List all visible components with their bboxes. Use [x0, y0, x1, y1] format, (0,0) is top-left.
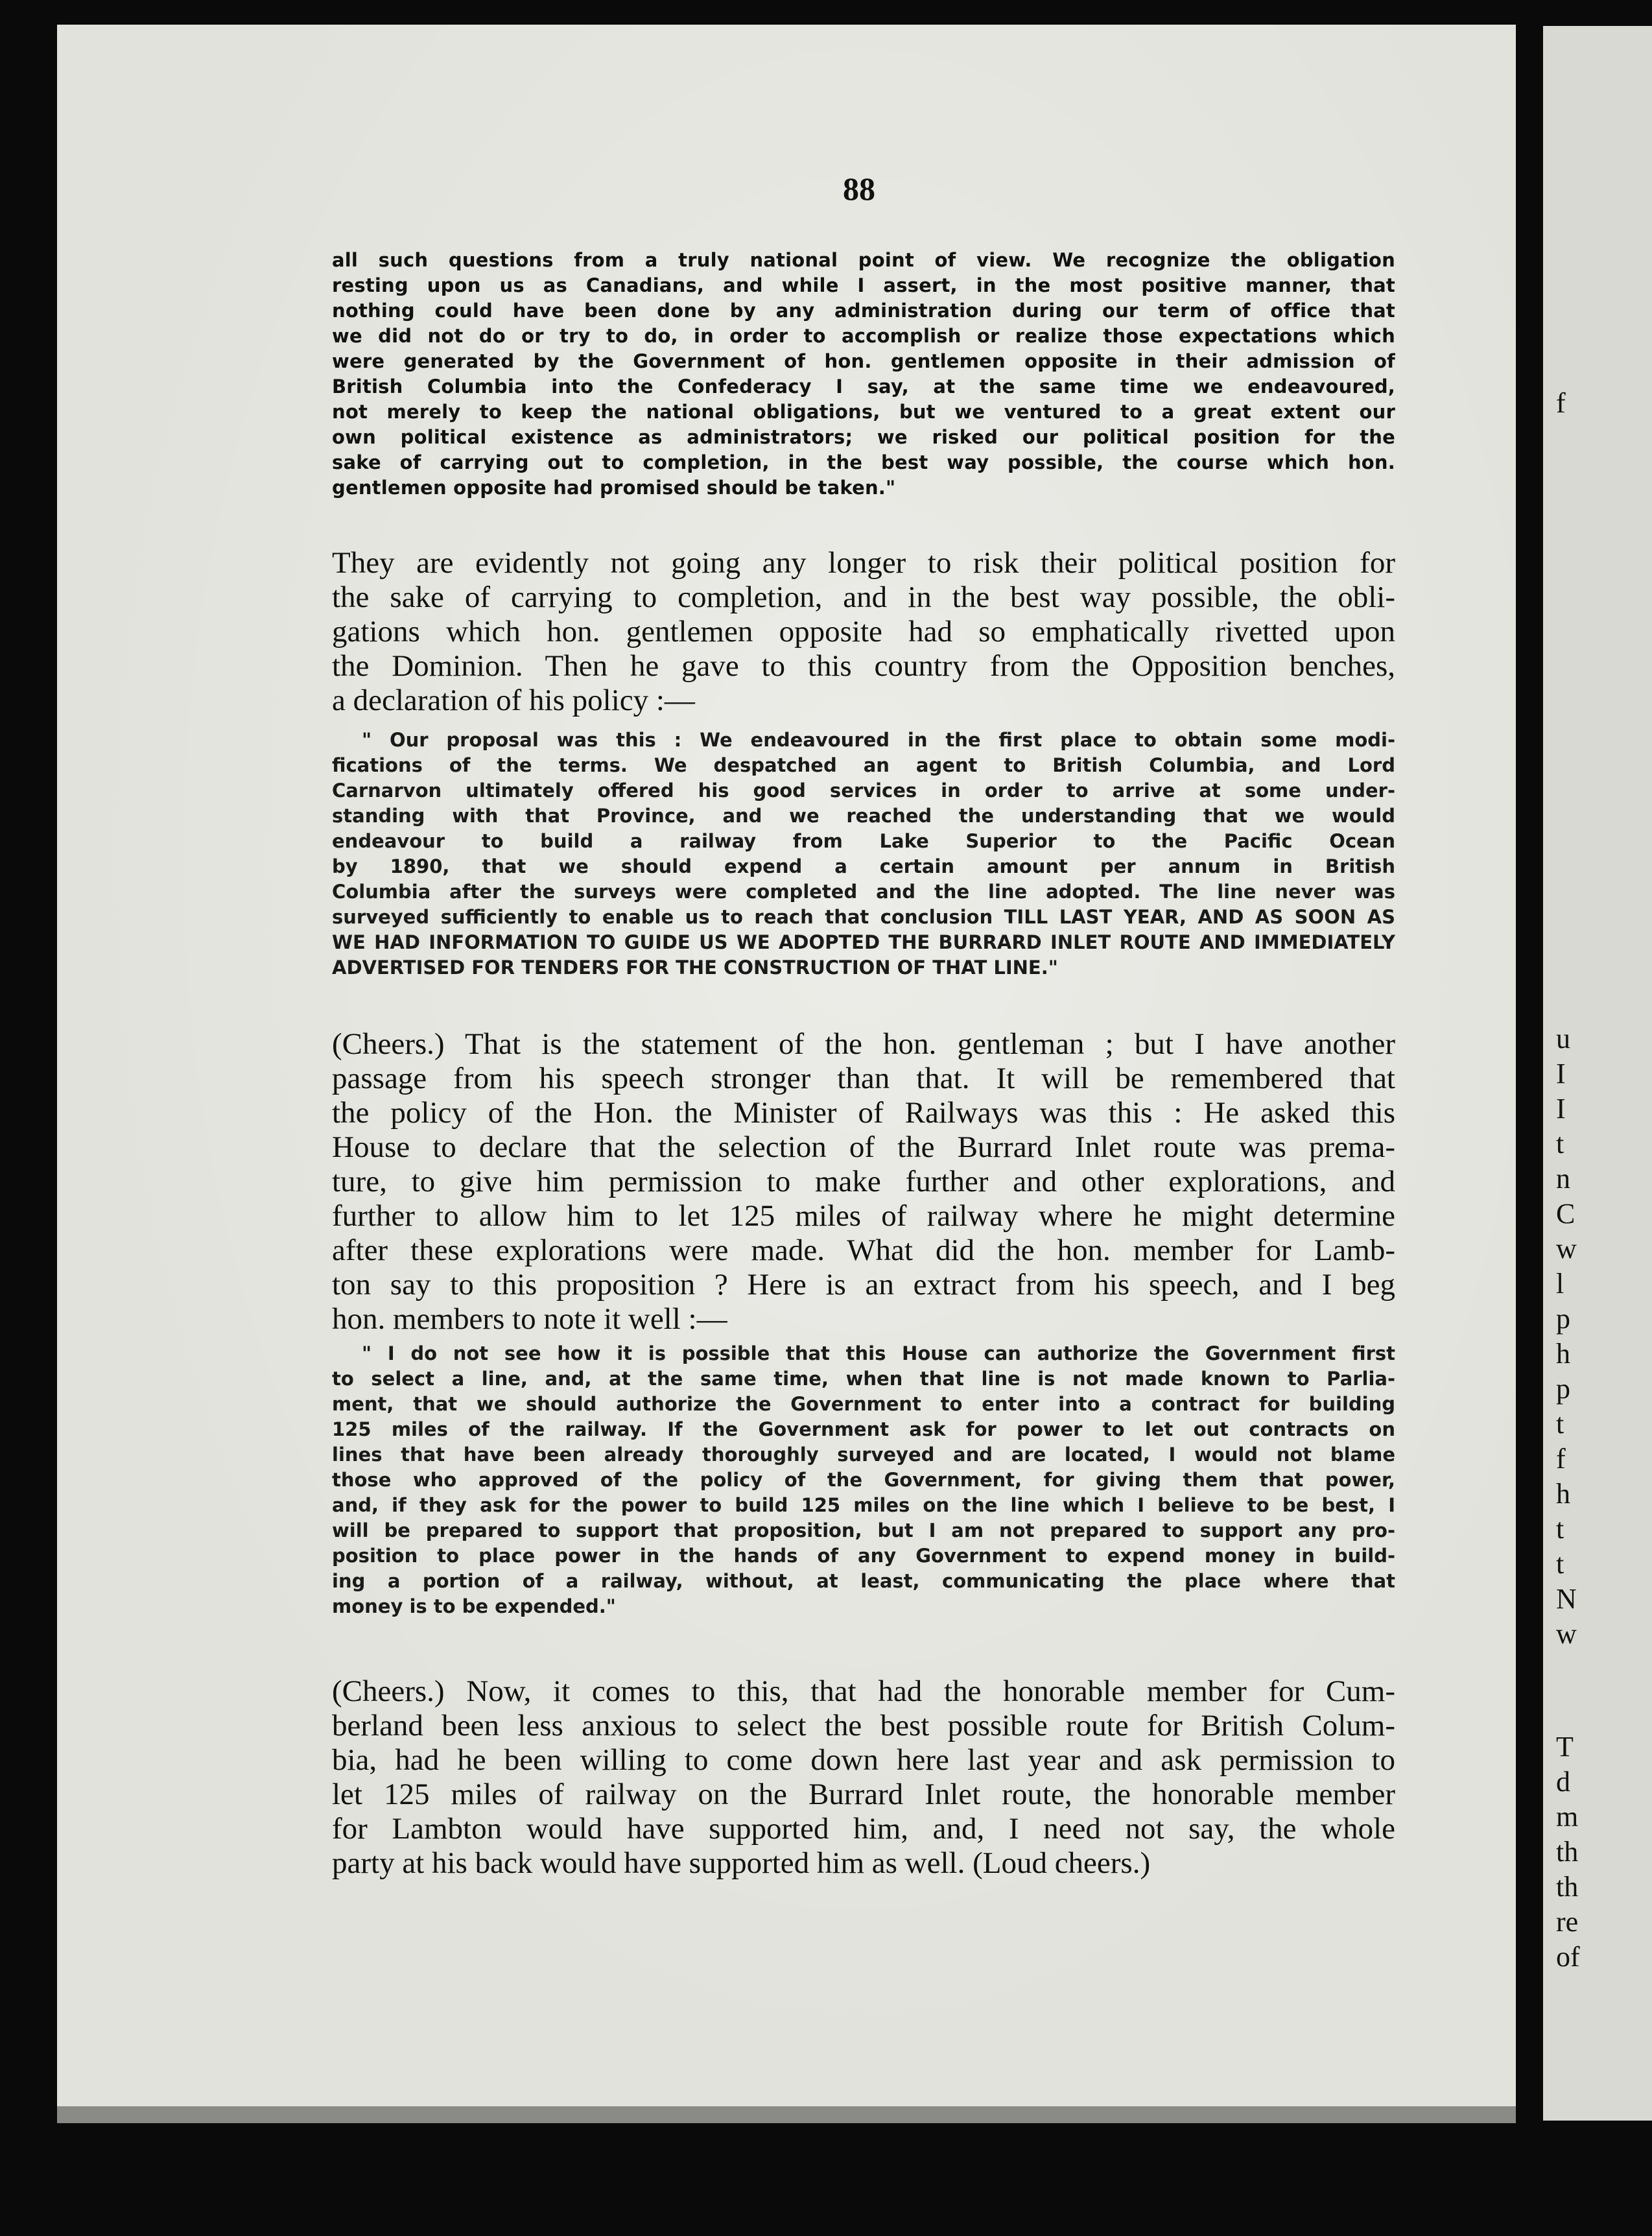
- quote-block-3: [332, 1341, 1395, 1619]
- quote-line: by 1890, that we should expend a certain amount per annum in British: [332, 855, 1395, 877]
- quote-line: ing a portion of a railway, without, at least, communicating the place where that: [332, 1570, 1395, 1592]
- paragraph-line: gations which hon. gentlemen opposite had so emphatically rivetted upon: [332, 615, 1395, 648]
- facing-glyph: w: [1556, 1233, 1577, 1265]
- quote-line: we did not do or try to do, in order to accomplish or realize those expectations which: [332, 325, 1395, 347]
- quote-line: ADVERTISED FOR TENDERS FOR THE CONSTRUCTION OF THAT LINE.": [332, 957, 1058, 979]
- paragraph-line: They are evidently not going any longer to risk their political position for: [332, 546, 1395, 580]
- paragraph-line: ture, to give him permission to make further and other explorations, and: [332, 1165, 1395, 1198]
- facing-glyph: t: [1556, 1548, 1564, 1580]
- facing-glyph: l: [1556, 1268, 1564, 1300]
- quote-line: own political existence as administrators; we risked our political position for the: [332, 426, 1395, 448]
- facing-glyph: I: [1556, 1093, 1566, 1124]
- paragraph-line: further to allow him to let 125 miles of railway where he might determine: [332, 1199, 1395, 1233]
- paragraph-1: [332, 546, 1395, 718]
- quote-line: nothing could have been done by any administration during our term of office that: [332, 300, 1395, 322]
- quote-line: ment, that we should authorize the Government to enter into a contract for building: [332, 1393, 1395, 1415]
- paragraph-line: bia, had he been willing to come down here last year and ask permission to: [332, 1743, 1395, 1777]
- quote-line: all such questions from a truly national point of view. We recognize the obligation: [332, 249, 1395, 271]
- facing-glyph: I: [1556, 1058, 1566, 1089]
- facing-glyph: p: [1556, 1373, 1570, 1405]
- paragraph-line: party at his back would have supported him as well. (Loud cheers.): [332, 1846, 1151, 1880]
- paragraph-line: hon. members to note it well :—: [332, 1302, 727, 1336]
- facing-glyph: t: [1556, 1408, 1564, 1440]
- quote-line: were generated by the Government of hon. gentlemen opposite in their admission of: [332, 350, 1395, 372]
- quote-line: sake of carrying out to completion, in the best way possible, the course which hon.: [332, 451, 1395, 473]
- facing-glyph: t: [1556, 1513, 1564, 1545]
- facing-glyph: h: [1556, 1478, 1570, 1510]
- facing-glyph: T: [1556, 1731, 1574, 1763]
- quote-line: lines that have been already thoroughly surveyed and are located, I would not blame: [332, 1444, 1395, 1466]
- paragraph-line: a declaration of his policy :—: [332, 684, 695, 717]
- quote-line: resting upon us as Canadians, and while I assert, in the most positive manner, that: [332, 274, 1395, 296]
- facing-glyph: f: [1556, 387, 1566, 419]
- facing-page-fragment: [1543, 26, 1652, 2121]
- paragraph-line: ton say to this proposition ? Here is an extract from his speech, and I beg: [332, 1268, 1395, 1302]
- quote-line: Columbia after the surveys were completed and the line adopted. The line never was: [332, 881, 1395, 903]
- facing-glyph: th: [1556, 1871, 1579, 1903]
- quote-line: " I do not see how it is possible that this House can authorize the Government first: [362, 1342, 1395, 1364]
- facing-glyph: re: [1556, 1906, 1579, 1938]
- quote-line: endeavour to build a railway from Lake Superior to the Pacific Ocean: [332, 830, 1395, 852]
- quote-block-1: [332, 248, 1395, 501]
- quote-line: WE HAD INFORMATION TO GUIDE US WE ADOPTED THE BURRARD INLET ROUTE AND IMMEDIATELY: [332, 931, 1395, 953]
- facing-glyph: N: [1556, 1583, 1577, 1615]
- quote-line: will be prepared to support that proposition, but I am not prepared to support any pro-: [332, 1519, 1395, 1541]
- facing-glyph: th: [1556, 1836, 1579, 1868]
- quote-line: gentlemen opposite had promised should be taken.": [332, 477, 896, 499]
- quote-line: " Our proposal was this : We endeavoured in the first place to obtain some modi-: [362, 729, 1395, 751]
- facing-glyph: h: [1556, 1338, 1570, 1370]
- quote-block-2: [332, 728, 1395, 981]
- quote-line: those who approved of the policy of the Government, for giving them that power,: [332, 1469, 1395, 1491]
- quote-line: position to place power in the hands of any Government to expend money in build-: [332, 1545, 1395, 1567]
- paragraph-line: for Lambton would have supported him, and, I need not say, the whole: [332, 1812, 1395, 1846]
- facing-glyph: p: [1556, 1303, 1570, 1335]
- quote-line: standing with that Province, and we reached the understanding that we would: [332, 805, 1395, 827]
- quote-line: Carnarvon ultimately offered his good services in order to arrive at some under-: [332, 779, 1395, 802]
- quote-line: to select a line, and, at the same time, when that line is not made known to Parlia-: [332, 1368, 1395, 1390]
- page-edge: [57, 2106, 1516, 2123]
- facing-glyph: n: [1556, 1163, 1570, 1195]
- page-number: 88: [843, 171, 875, 207]
- facing-glyph: of: [1556, 1941, 1580, 1973]
- paragraph-line: (Cheers.) Now, it comes to this, that had the honorable member for Cum-: [332, 1674, 1395, 1708]
- quote-line: 125 miles of the railway. If the Government ask for power to let out contracts on: [332, 1418, 1395, 1440]
- paragraph-line: the policy of the Hon. the Minister of Railways was this : He asked this: [332, 1096, 1395, 1130]
- quote-line: and, if they ask for the power to build 125 miles on the line which I believe to be best, I: [332, 1494, 1395, 1516]
- paragraph-line: House to declare that the selection of the Burrard Inlet route was prema-: [332, 1130, 1395, 1164]
- quote-line: not merely to keep the national obligations, but we ventured to a great extent our: [332, 401, 1395, 423]
- paragraph-line: the sake of carrying to completion, and in the best way possible, the obli-: [332, 580, 1395, 614]
- facing-glyph: t: [1556, 1128, 1564, 1160]
- paragraph-line: after these explorations were made. What did the hon. member for Lamb-: [332, 1233, 1395, 1267]
- quote-line: fications of the terms. We despatched an agent to British Columbia, and Lord: [332, 754, 1395, 776]
- paragraph-line: the Dominion. Then he gave to this country from the Opposition benches,: [332, 649, 1395, 683]
- quote-line: surveyed sufficiently to enable us to reach that conclusion TILL LAST YEAR, AND AS SOON AS: [332, 906, 1395, 928]
- paragraph-line: berland been less anxious to select the best possible route for British Colum-: [332, 1709, 1395, 1742]
- paragraph-3: [332, 1674, 1395, 1881]
- paragraph-line: (Cheers.) That is the statement of the hon. gentleman ; but I have another: [332, 1027, 1395, 1061]
- facing-glyph: w: [1556, 1618, 1577, 1650]
- facing-glyph: d: [1556, 1766, 1570, 1798]
- facing-glyph: f: [1556, 1443, 1566, 1475]
- paragraph-2: [332, 1027, 1395, 1337]
- paragraph-line: let 125 miles of railway on the Burrard Inlet route, the honorable member: [332, 1778, 1395, 1811]
- quote-line: British Columbia into the Confederacy I say, at the same time we endeavoured,: [332, 375, 1395, 398]
- quote-line: money is to be expended.": [332, 1595, 616, 1617]
- facing-glyph: C: [1556, 1198, 1575, 1230]
- facing-glyph: m: [1556, 1801, 1579, 1833]
- facing-glyph: u: [1556, 1023, 1570, 1054]
- paragraph-line: passage from his speech stronger than that. It will be remembered that: [332, 1062, 1395, 1095]
